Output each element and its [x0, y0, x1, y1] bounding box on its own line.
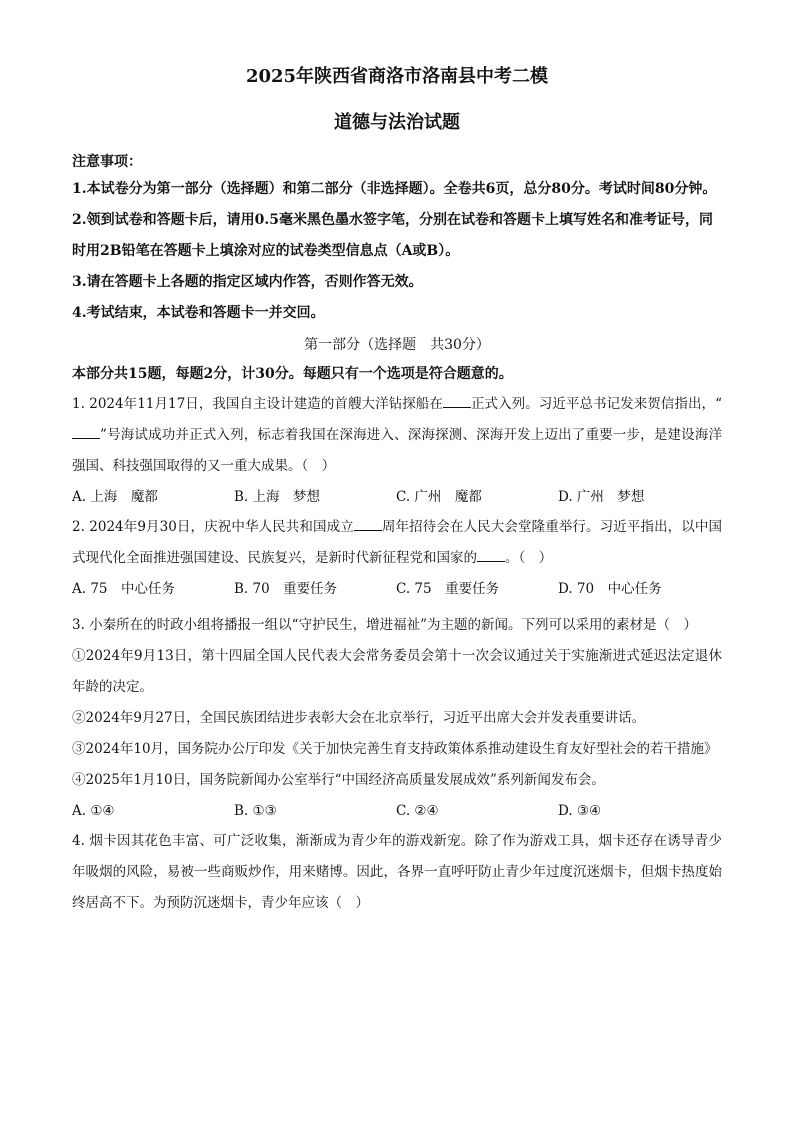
option: D. 70 中心任务	[558, 581, 662, 597]
option: B. 上海 梦想	[234, 489, 321, 505]
note-item: 4.考试结束，本试卷和答题卡一并交回。	[72, 305, 325, 321]
question-text: 1. 2024年11月17日，我国自主设计建造的首艘大洋钻探船在	[72, 396, 443, 412]
option: A. 75 中心任务	[72, 581, 176, 597]
note-item: 3.请在答题卡上各题的指定区域内作答，否则作答无效。	[72, 274, 423, 290]
note-item: 1.本试卷分为第一部分（选择题）和第二部分（非选择题）。全卷共6页，总分80分。考试时间80分钟。	[72, 181, 717, 197]
option: A. ①④	[72, 803, 115, 819]
note-item: 2.领到试卷和答题卡后，请用0.5毫米黑色墨水签字笔，分别在试卷和答题卡上填写姓名和准考证号，同时用2B铅笔在答题卡上填涂对应的试卷类型信息点（A或B）。	[72, 212, 713, 259]
question-text: 正式入列。习近平总书记发来贺信指出，“	[470, 396, 722, 412]
option: A. 上海 魔都	[72, 489, 158, 505]
exam-title: 2025年陕西省商洛市洛南县中考二模	[245, 66, 549, 87]
question-3-item: ②2024年9月27日，全国民族团结进步表彰大会在北京举行，习近平出席大会并发表重要讲话。	[72, 710, 646, 726]
part-one-title: 第一部分（选择题 共30分）	[304, 337, 490, 353]
part-one-description: 本部分共15题，每题2分，计30分。每题只有一个选项是符合题意的。	[72, 366, 513, 382]
question-3-item: ③2024年10月，国务院办公厅印发《关于加快完善生育支持政策体系推动建设生育友好型社会的若干措施》	[72, 741, 718, 757]
option: B. 70 重要任务	[234, 581, 338, 597]
question-3-options	[72, 796, 722, 826]
question-3-item: ④2025年1月10日，国务院新闻办公室举行“中国经济高质量发展成效”系列新闻发布会。	[72, 772, 605, 788]
option: C. 广州 魔都	[396, 489, 482, 505]
question-3-stem: 3. 小秦所在的时政小组将播报一组以“守护民生，增进福祉”为主题的新闻。下列可以采用的素材是（ ）	[72, 617, 697, 633]
question-text: 2. 2024年9月30日，庆祝中华人民共和国成立	[72, 519, 354, 535]
question-3-item: ①2024年9月13日，第十四届全国人民代表大会常务委员会第十一次会议通过关于实施渐进式延迟法定退休年龄的决定。	[72, 648, 722, 695]
option: D. ③④	[558, 803, 602, 819]
notes-heading: 注意事项：	[72, 154, 142, 170]
answer-blank	[443, 393, 471, 408]
question-text: 。（ ）	[505, 550, 553, 566]
option: B. ①③	[234, 803, 277, 819]
option: D. 广州 梦想	[558, 489, 645, 505]
option: C. ②④	[396, 803, 439, 819]
exam-page	[72, 64, 722, 919]
answer-blank	[72, 424, 100, 439]
exam-subtitle: 道德与法治试题	[334, 112, 460, 133]
question-text: 周年招待会在人民大会堂隆重举行。习近平指出，以中国式现代化全面推进强国建设、民族复兴，是新时代新征程党和国家的	[72, 519, 722, 566]
question-1-options	[72, 482, 722, 512]
question-4-stem: 4. 烟卡因其花色丰富、可广泛收集，渐渐成为青少年的游戏新宠。除了作为游戏工具，烟卡还存在诱导青少年吸烟的风险，易被一些商贩炒作，用来赌博。因此，各界一直呼吁防止青少年过度沉迷烟卡，但烟卡热度始终居高不下。为预防沉迷烟卡，青少年应该（ ）	[72, 833, 722, 911]
question-2-options	[72, 574, 722, 604]
question-2-stem	[72, 512, 722, 574]
answer-blank	[477, 547, 505, 562]
question-text: ”号海试成功并正式入列，标志着我国在深海进入、深海探测、深海开发上迈出了重要一步，是建设海洋强国、科技强国取得的又一重大成果。（ ）	[72, 427, 722, 474]
question-1-stem	[72, 389, 722, 482]
answer-blank	[354, 516, 382, 531]
option: C. 75 重要任务	[396, 581, 500, 597]
